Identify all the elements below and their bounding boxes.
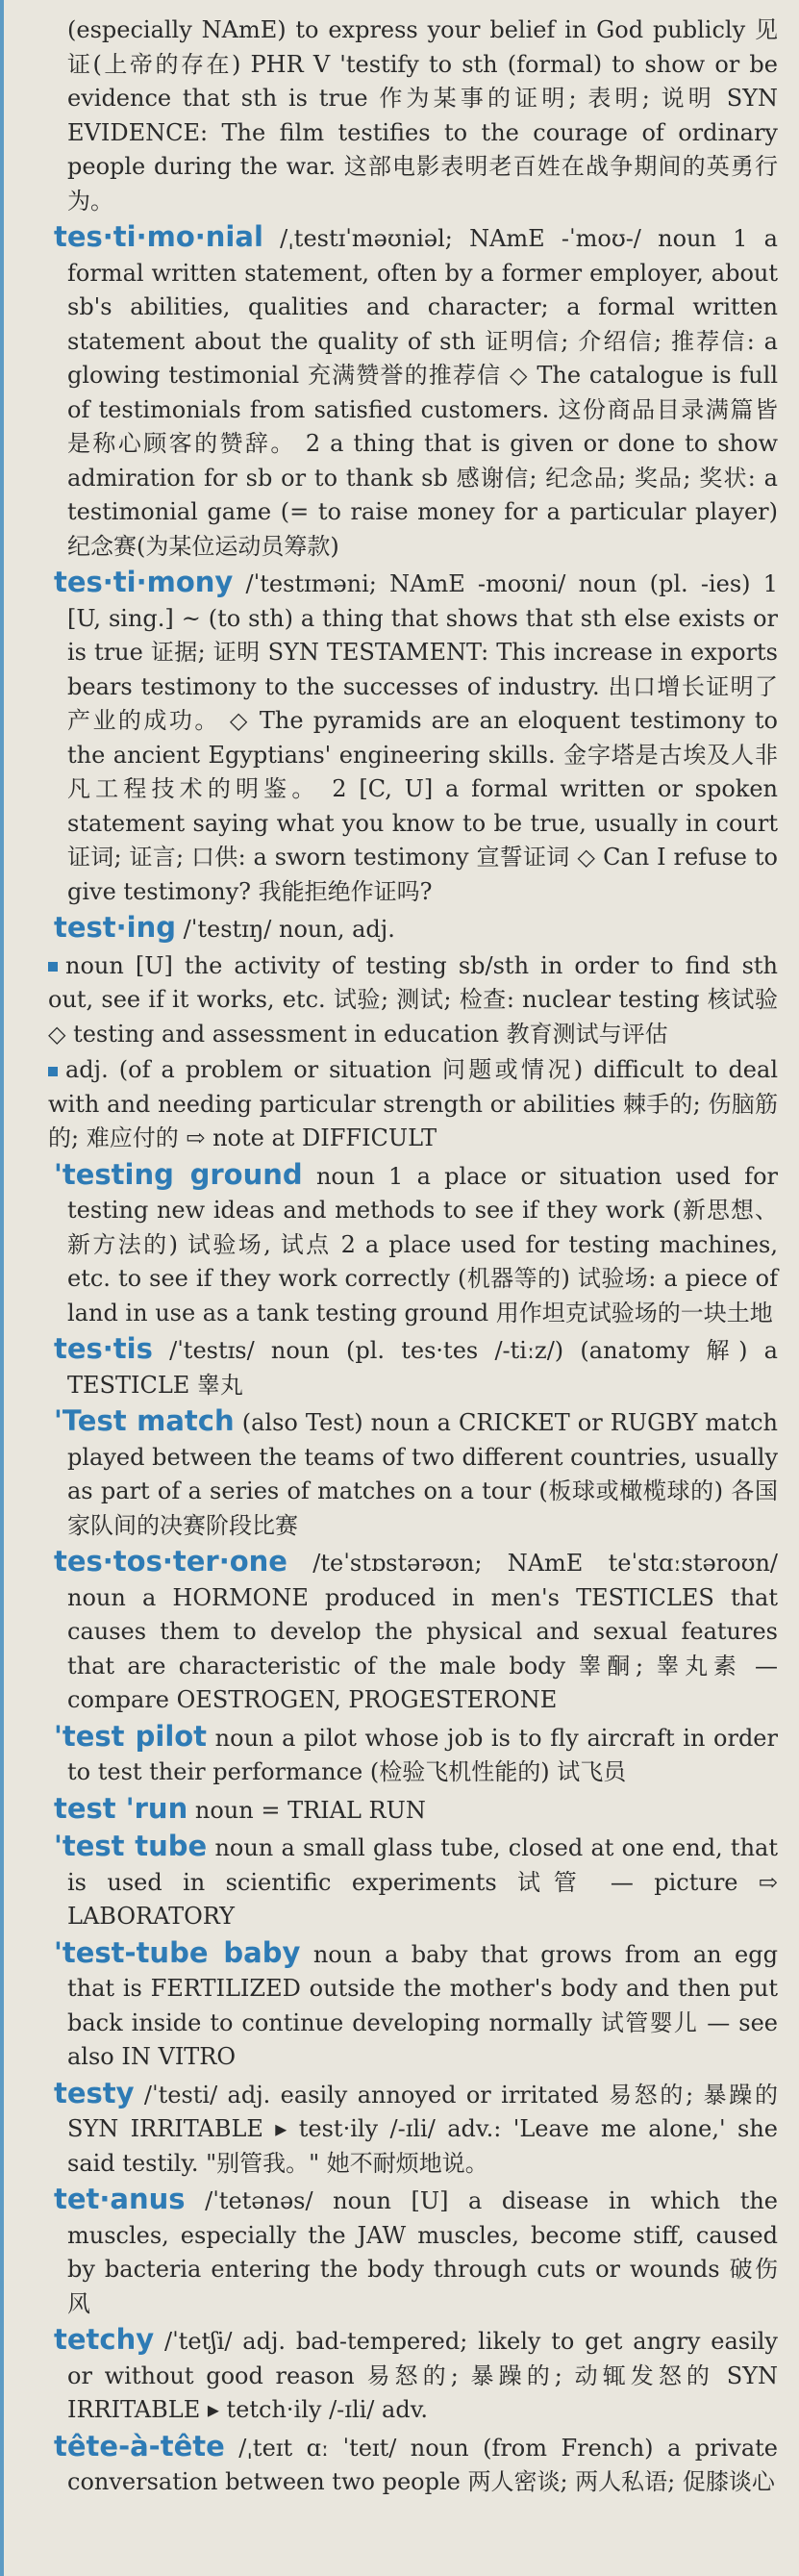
headword[interactable]: test·ing [54,911,177,944]
entry-text: /ˈtestɪməni; NAmE -moʊni/ noun (pl. -ies) 1 [U, sing.] ~ (to sth) a thing that shows that sth else exists or is true 证据; 证明 SYN TESTAMENT: This increase in exports bears testimony to the successes of industry. 出口增长证明了产业的成功。 ◇ The pyramids are an eloquent testimony to the ancient Egyptians' engineering skills. 金字塔是古埃及人非凡工程技术的明鉴。 2 [C, U] a formal written or spoken statement saying what you know to be true, usually in court 证词; 证言; 口供: a sworn testimony 宣誓证词 ◇ Can I refuse to give testimony? 我能拒绝作证吗? [67,570,778,905]
entry-testosterone [54,1545,778,1718]
entry-text: (also Test) noun a CRICKET or RUGBY match played between the teams of two different countries, usually as part of a series of matches on a tour (板球或橄榄球的) 各国家队间的决赛阶段比赛 [67,1409,779,1539]
entry-testimony [54,566,778,909]
headword[interactable]: tes·tis [54,1332,153,1365]
headword[interactable]: tes·tos·ter·one [54,1545,287,1578]
dictionary-page [4,0,799,2500]
headword[interactable]: tetchy [54,2323,155,2356]
entry-testing-ground [54,1157,778,1331]
entry-text: /ˌtestɪˈməʊniəl; NAmE -ˈmoʊ-/ noun 1 a formal written statement, often by a former employer, about sb's abilities, qualities and character; a formal written statement about the quality of sth 证明信; 介绍信; 推荐信: a glowing testimonial 充满赞誉的推荐信 ◇ The catalogue is full of testimonials from satisfied customers. 这份商品目录满篇皆是称心顾客的赞辞。 2 a thing that is given or done to show admiration for sb or to thank sb 感谢信; 纪念品; 奖品; 奖状: a testimonial game (= to raise money for a particular player) 纪念赛(为某位运动员筹款) [67,225,778,560]
sense-bullet-icon [48,1067,58,1076]
entry-testimonial [54,220,778,564]
sense-testing-noun [48,949,778,1052]
entry-test-tube-baby [54,1935,778,2075]
headword[interactable]: 'Test match [54,1404,235,1437]
entry-testis [54,1332,778,1402]
entry-text: noun a pilot whose job is to fly aircraft in order to test their performance (检验飞机性能的) 试飞员 [67,1724,778,1785]
entry-tete-a-tete [54,2429,778,2500]
headword[interactable]: 'test-tube baby [54,1935,301,1969]
sense-bullet-icon [48,962,58,972]
entry-text: /ˈtetənəs/ noun [U] a disease in which the muscles, especially the JAW muscles, become stiff, caused by bacteria entering the body through cuts or wounds 破伤风 [67,2187,778,2317]
entry-text: noun a baby that grows from an egg that is FERTILIZED outside the mother's body and then put back inside to continue developing normally 试管婴儿 — see also IN VITRO [67,1940,778,2070]
entry-text: noun = TRIAL RUN [194,1796,426,1824]
entry-text: /ˈtestɪŋ/ noun, adj. [183,916,395,943]
entry-test-match [54,1404,779,1543]
sense-testing-adj [48,1053,778,1156]
entry-testy [54,2076,778,2182]
entry-text: /ˌteɪt ɑː ˈteɪt/ noun (from French) a private conversation between two people 两人密谈; 两人私语; 促膝谈心 [67,2434,778,2495]
entry-tetchy [54,2323,778,2428]
entry-text: noun [U] the activity of testing sb/sth in order to find sth out, see if it works, etc. 试验; 测试; 检查: nuclear testing 核试验 ◇ testing and assessment in education 教育测试与评估 [48,951,778,1048]
entry-test-run [54,1791,778,1829]
entry-testing [54,911,778,947]
entry-text: noun a small glass tube, closed at one end, that is used in scientific experiments 试管 — picture ⇨ LABORATORY [67,1834,778,1930]
headword[interactable]: tes·ti·mo·nial [54,220,263,253]
headword[interactable]: 'test tube [54,1830,208,1862]
headword[interactable]: test 'run [54,1791,188,1825]
entry-test-pilot [54,1719,778,1790]
entry-text: /teˈstɒstərəʊn; NAmE teˈstɑːstəroʊn/ noun a HORMONE produced in men's TESTICLES that causes them to develop the physical and sexual features that are characteristic of the male body 睾酮; 睾丸素 — compare OESTROGEN, PROGESTERONE [67,1550,778,1713]
entry-test-tube [54,1830,778,1934]
entry-text: adj. (of a problem or situation 问题或情况) difficult to deal with and needing particular strength or abilities 棘手的; 伤脑筋的; 难应付的 ⇨ note at DIFFICULT [48,1056,778,1151]
entry-text: (especially NAmE) to express your belief in God publicly 见证(上帝的存在) PHR V 'testify to sth (formal) to show or be evidence that sth is true 作为某事的证明; 表明; 说明 SYN EVIDENCE: The film testifies to the courage of ordinary people during the war. 这部电影表明老百姓在战争期间的英勇行为。 [67,16,778,215]
entry-text: noun 1 a place or situation used for testing new ideas and methods to see if they work (新思想、新方法的) 试验场, 试点 2 a place used for testing machines, etc. to see if they work correctly (机器等的) 试验场: a piece of land in use as a tank testing ground 用作坦克试验场的一块土地 [67,1162,778,1326]
headword[interactable]: 'testing ground [54,1157,303,1191]
entry-text: /ˈtestɪs/ noun (pl. tes·tes /-tiːz/) (anatomy 解) a TESTICLE 睾丸 [67,1337,778,1399]
headword[interactable]: tes·ti·mony [54,566,234,598]
headword[interactable]: 'test pilot [54,1719,208,1753]
entry-text: /ˈtesti/ adj. easily annoyed or irritated 易怒的; 暴躁的 SYN IRRITABLE ▸ test·ily /-ɪli/ adv.: 'Leave me alone,' she said testily. "别管我。" 她不耐烦地说。 [67,2081,778,2177]
headword[interactable]: tet·anus [54,2183,186,2215]
headword[interactable]: tête-à-tête [54,2429,225,2462]
entry-tetanus [54,2183,778,2321]
headword[interactable]: testy [54,2076,135,2109]
entry-testify-continued [67,13,778,218]
entry-text: /ˈtetʃi/ adj. bad-tempered; likely to get angry easily or without good reason 易怒的; 暴躁的; 动辄发怒的 SYN IRRITABLE ▸ tetch·ily /-ɪli/ adv. [67,2328,778,2423]
